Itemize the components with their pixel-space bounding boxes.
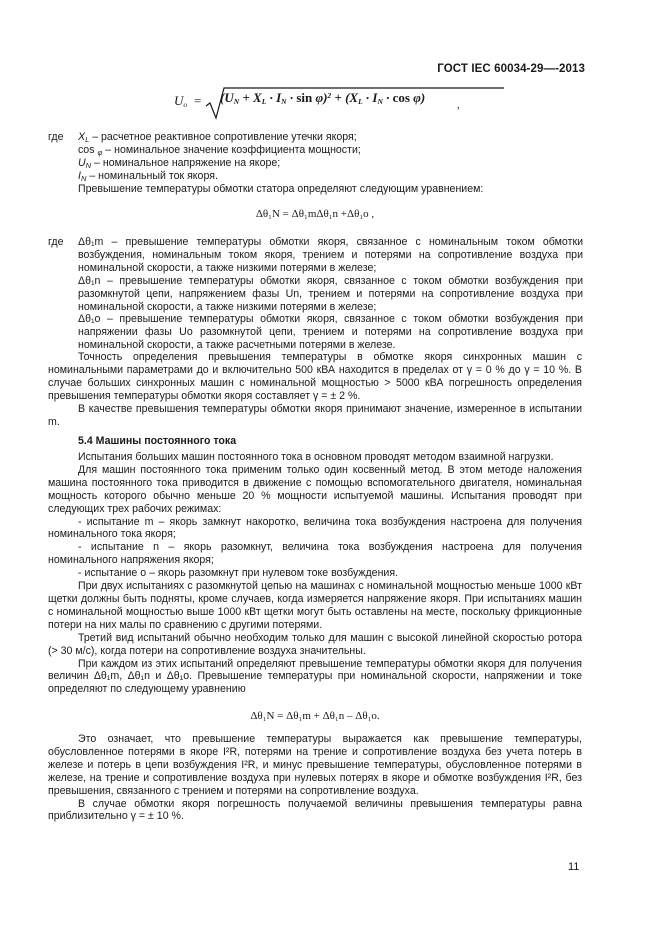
definition-item: cos $_\varphi$ – номинальное значение коэффициента мощности; <box>78 143 361 157</box>
formula-stator: Δθ₁N = Δθ₁mΔθ₁n +Δθ₁o , <box>255 208 375 220</box>
definition-item: $U_N$ – номинальное напряжение на якоре; <box>78 156 281 170</box>
dc-paragraph: Испытания больших машин постоянного тока в основном проводят методом взаимной нагрузки. <box>78 451 554 463</box>
definition-item: $X_L$ – расчетное реактивное сопротивление утечки якоря; <box>78 131 357 144</box>
dc-paragraph: Это означает, что превышение температуры выражается как превышение температуры, обусловленное потерями в якоре I²R, потерями на трение и сопротивление воздуха без учета потерь в железе и потерь в цепи возбуждения I²R, и минус превышение температуры, обусловленное потерями в железе, на трение и сопротивление воздуха при нулевых потерях в якоре и обмотке возбуждения I²R, без превышения, связанного с трением и потерями на сопротивление воздуха. <box>48 733 582 797</box>
formula-radicand: $(U_N + X_L \cdot I_N \cdot \sin \varphi)^2 + (X_L \cdot I_N \cdot \cos \varphi)$ <box>220 90 426 106</box>
definitions-temperature <box>78 236 583 352</box>
definitions-voltage <box>78 131 583 196</box>
formula-dc: Δθ₁N = Δθ₁m + Δθ₁n – Δθ₁o. <box>250 710 380 722</box>
standard-header: ГОСТ IEC 60034-29—-2013 <box>437 63 585 75</box>
dc-paragraph: В случае обмотки якоря погрешность получаемой величины превышения температуры равна приблизительно γ = ± 10 %. <box>48 797 582 823</box>
measured-paragraph: В качестве превышения температуры обмотки якоря принимают значение, измеренное в испытании m. <box>48 402 582 428</box>
where-label-1: где <box>48 131 64 143</box>
definition-item: Δθ₁o – превышение температуры обмотки якоря, связанное с током обмотки возбуждения при напряжении фазы Uo разомкнутой цепи, трением и потерями на сопротивление воздуха при номинальной скорости, а также расчетными потерями в железе. <box>78 313 583 352</box>
dc-list-item: - испытание n – якорь разомкнут, величина тока возбуждения настроена для получения номинального напряжения якоря; <box>48 541 582 567</box>
dc-paragraph: Для машин постоянного тока применим только один косвенный метод. В этом методе наложения машина постоянного тока приводится в движение с помощью вспомогательного двигателя, номинальная мощность которого обычно меньше 20 % мощности испытуемой машины. Испытания проводят при следующих трех рабочих режимах: <box>48 463 582 515</box>
formula-lhs: $U_o$ <box>174 93 188 109</box>
section-title: 5.4 Машины постоянного тока <box>78 435 237 447</box>
accuracy-paragraph: Точность определения превышения температуры в обмотке якоря синхронных машин с номинальными параметрами до и включительно 500 кВА находится в пределах от γ = 0 % до γ = 10 %. В случае больших синхронных машин с номинальной мощностью > 5000 кВА погрешность определения превышения температуры обмотки якоря составляет γ = ± 2 %. <box>48 351 582 402</box>
dc-paragraph: При двух испытаниях с разомкнутой цепью на машинах с номинальной мощностью меньше 1000 кВт щетки должны быть подняты, кроме случаев, когда измеряется напряжение якоря. При испытаниях машин с номинальной мощностью выше 1000 кВт щетки могут быть оставлены на месте, поскольку фрикционные потери на них малы по сравнению с другими потерями. <box>48 580 582 631</box>
dc-machines-section <box>48 451 582 696</box>
definition-item: Δθ₁n – превышение температуры обмотки якоря, связанное с током обмотки возбуждения при разомкнутой цепи, напряжением фазы Un, трением и потерями на сопротивление воздуха при номинальной скорости, а также низкими потерями в железе; <box>78 274 583 313</box>
dc-list-item: - испытание m – якорь замкнут накоротко, величина тока возбуждения настроена для получения номинального тока якоря; <box>48 515 582 541</box>
where-label-2: где <box>48 236 64 248</box>
stator-intro: Превышение температуры обмотки статора определяют следующим уравнением: <box>78 182 484 195</box>
accuracy-section <box>48 351 582 428</box>
dc-paragraph: При каждом из этих испытаний определяют превышение температуры обмотки якоря для получения величин Δθ₁m, Δθ₁n и Δθ₁o. Превышение температуры при номинальной скорости, напряжении и токе определяют по следующему уравнению <box>48 657 582 696</box>
definition-item: Δθ₁m – превышение температуры обмотки якоря, связанное с номинальным током обмотки возбуждения, номинальным током якоря, трением и потерями на сопротивление воздуха при номинальной скорости, а также низкими потерями в железе; <box>78 236 583 274</box>
dc-conclusion <box>48 733 582 823</box>
definition-item: $I_N$ – номинальный ток якоря. <box>78 169 218 183</box>
formula-voltage <box>170 86 470 120</box>
formula-tail: , <box>457 99 460 111</box>
formula-equals: = <box>194 93 202 108</box>
dc-list-item: - испытание o – якорь разомкнут при нулевом токе возбуждения. <box>78 567 399 580</box>
page-number: 11 <box>568 861 580 873</box>
dc-paragraph: Третий вид испытаний обычно необходим только для машин с высокой линейной скоростью ротора (> 30 м/с), когда потери на сопротивление воздуха значительны. <box>48 631 582 657</box>
